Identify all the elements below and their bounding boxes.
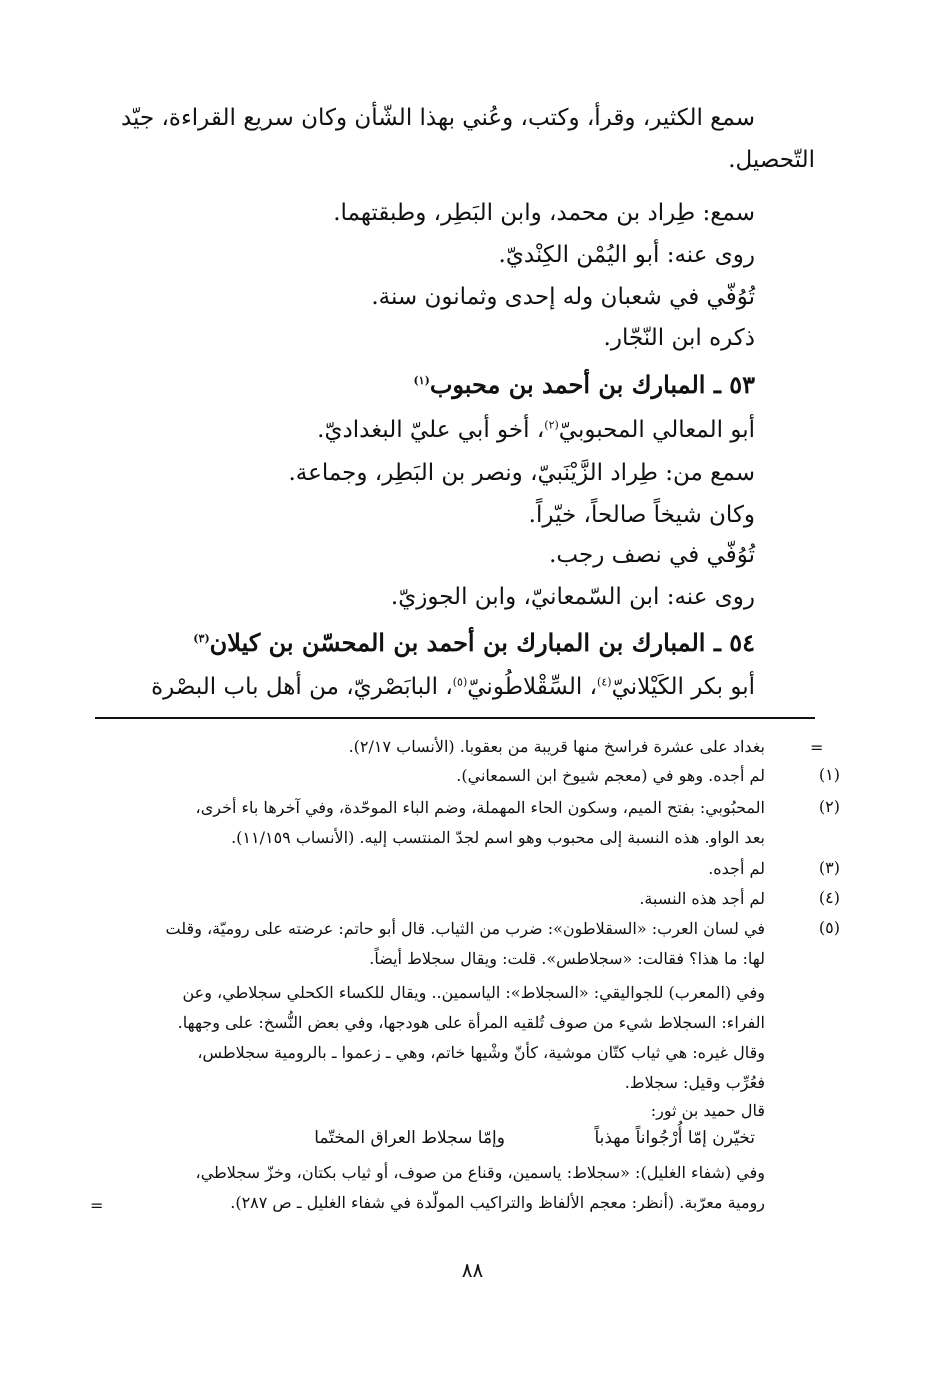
intro-line-1: سمع الكثير، وقرأ، وكتب، وعُني بهذا الشّأن وكان سريع القراءة، جيّد [120, 105, 755, 131]
entry53-kunya [317, 415, 755, 445]
entry53-death: تُوُفّي في نصف رجب. [549, 542, 755, 568]
entry54-title [193, 628, 755, 658]
footnote-number-5: (٥) [818, 918, 840, 937]
footnote-ref-1: (١) [413, 374, 430, 387]
intro-line-2: التّحصيل. [728, 147, 815, 173]
footnote-ref-5: (٥) [452, 675, 468, 689]
footnote-number-4: (٤) [818, 888, 840, 907]
footnote-separator [95, 717, 815, 719]
entry53-character: وكان شيخاً صالحاً، خيّراً. [528, 502, 755, 528]
entry52-heard: سمع: طِراد بن محمد، وابن البَطِر، وطبقتهما. [333, 200, 755, 226]
footnote-5-line-4: الفراء: السجلاط شيء من صوف تُلقيه المرأة على هودجها، وفي بعض النُّسخ: على وجهها. [177, 1013, 765, 1032]
footnote-number-2: (٢) [818, 797, 840, 816]
footnote-2-line-2: بعد الواو. هذه النسبة إلى محبوب وهو اسم لجدّ المنتسب إليه. (الأنساب ١١/١٥٩). [231, 828, 765, 847]
page-number: ٨٨ [461, 1258, 484, 1282]
entry54-kunya-c: ، البابَصْريّ، من أهل باب البصْرة [151, 674, 453, 700]
footnote-ref-3: (٣) [193, 632, 210, 645]
entry53-kunya-a: أبو المعالي المحبوبيّ [558, 417, 755, 443]
footnote-continuation: بغداد على عشرة فراسخ منها قريبة من بعقوبا. (الأنساب ٢/١٧). [348, 737, 765, 756]
entry54-kunya-b: ، السِّقْلاطُونيّ [467, 674, 598, 700]
entry53-heard: سمع من: طِراد الزَّيْنَبيّ، ونصر بن البَطِر، وجماعة. [288, 460, 755, 486]
entry54-title-text: ٥٤ ـ المبارك بن المبارك بن أحمد بن المحسّن بن كيلان [209, 628, 755, 657]
footnote-5-line-1: في لسان العرب: «السقلاطون»: ضرب من الثياب. قال أبو حاتم: عرضته على روميّة، وقلت [165, 919, 765, 938]
footnote-ref-4: (٤) [597, 675, 612, 689]
entry53-kunya-b: ، أخو أبي عليّ البغداديّ. [317, 417, 545, 443]
footnote-5-line-8: وفي (شفاء الغليل): «سجلاط: ياسمين، وقناع من صوف، أو ثياب بكتان، وخزّ سجلاطي، [195, 1163, 765, 1182]
footnote-continues-mark: = [90, 1196, 104, 1215]
footnote-continuation-mark: = [810, 738, 824, 757]
footnote-5-line-7: قال حميد بن ثور: [650, 1101, 765, 1120]
footnote-5-line-5: وقال غيره: هي ثياب كتّان موشية، كأنّ وشْيها خاتم، وهي ـ زعموا ـ بالرومية سجلاطس، [197, 1043, 765, 1062]
footnote-3: لم أجده. [708, 859, 765, 878]
footnote-number-3: (٣) [818, 858, 840, 877]
entry52-death: تُوُفّي في شعبان وله إحدى وثمانون سنة. [371, 284, 755, 310]
entry52-source: ذكره ابن النّجّار. [603, 325, 755, 351]
entry52-narrated: روى عنه: أبو اليُمْن الكِنْديّ. [498, 242, 755, 268]
verse-first-hemistich: تخيّرن إمّا أُرْجُواناً مهذباً [594, 1128, 755, 1148]
footnote-4: لم أجد هذه النسبة. [639, 889, 765, 908]
entry53-title-text: ٥٣ ـ المبارك بن أحمد بن محبوب [429, 370, 755, 399]
verse-second-hemistich: وإمّا سجلاط العراق المختّما [314, 1128, 505, 1148]
footnote-ref-2: (٢) [544, 418, 559, 432]
entry54-kunya [151, 672, 755, 702]
footnote-5-line-3: وفي (المعرب) للجواليقي: «السجلاط»: الياسمين.. ويقال للكساء الكحلي سجلاطي، وعن [182, 983, 765, 1002]
footnote-2-line-1: المحبُوبي: بفتح الميم، وسكون الحاء المهملة، وضم الباء الموحّدة، وفي آخرها باء أخرى، [195, 798, 765, 817]
footnote-number-1: (١) [818, 765, 840, 784]
entry53-narrated: روى عنه: ابن السّمعانيّ، وابن الجوزيّ. [390, 584, 755, 610]
entry53-title [413, 370, 755, 400]
entry54-kunya-a: أبو بكر الكَيْلانيّ [611, 674, 755, 700]
footnote-5-line-2: لها: ما هذا؟ فقالت: «سجلاطس». قلت: ويقال سجلاط أيضاً. [369, 949, 765, 968]
footnote-5-line-9: رومية معرّبة. (أنظر: معجم الألفاظ والتراكيب المولّدة في شفاء الغليل ـ ص ٢٨٧). [230, 1193, 765, 1212]
footnote-5-line-6: فعُرِّب وقيل: سجلاط. [624, 1073, 765, 1092]
footnote-1: لم أجده. وهو في (معجم شيوخ ابن السمعاني). [456, 766, 765, 785]
